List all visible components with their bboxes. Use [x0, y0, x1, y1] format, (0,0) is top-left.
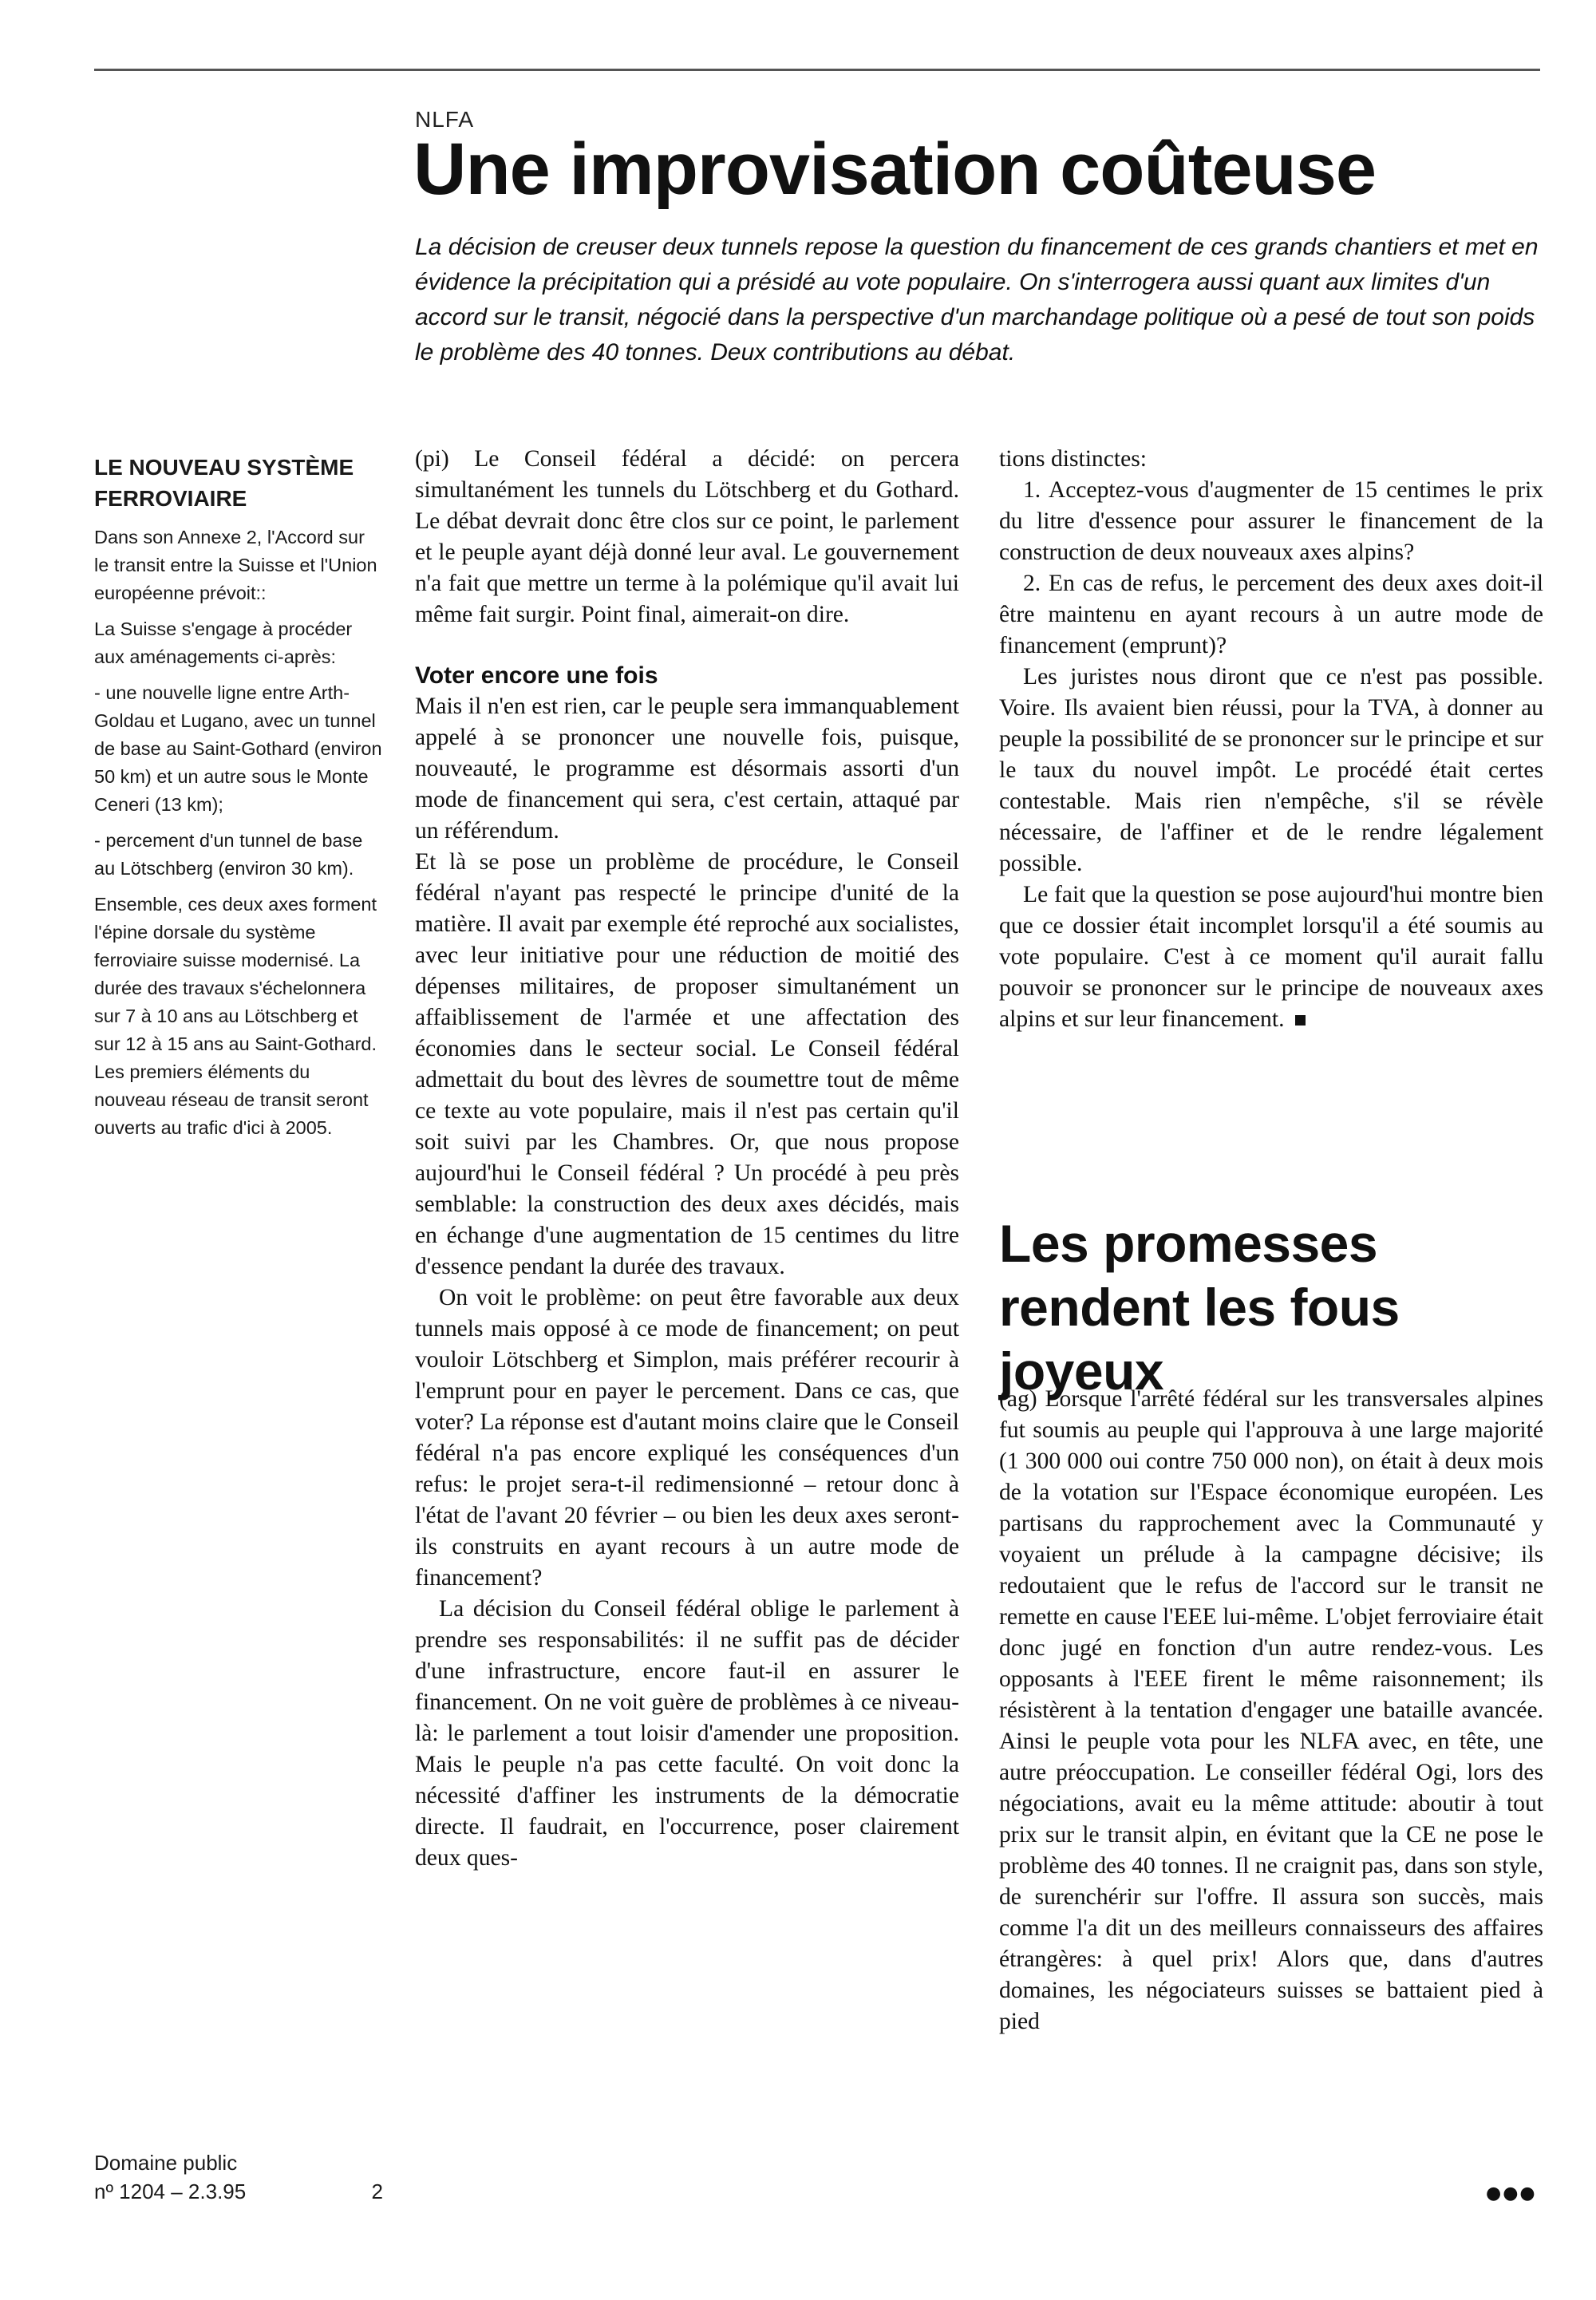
issue-info: nº 1204 – 2.3.95 [94, 2179, 247, 2203]
sidebar-paragraph: - percement d'un tunnel de base au Lötschberg (environ 30 km). [94, 830, 363, 879]
article-paragraph [999, 879, 1543, 1035]
article-paragraph: Mais il n'en est rien, car le peuple sera immanquablement appelé à se prononcer une nouvelle fois, puisque, nouveauté, le programme est désormais assorti d'un mode de financement qui sera, c'est certain, attaqué par un référendum. [415, 694, 959, 844]
end-of-article-square [1295, 1015, 1306, 1026]
lead-paragraph: La décision de creuser deux tunnels repose la question du financement de ces grands chantiers et met en évidence la précipitation qui a présidé au vote populaire. On s'interrogera aussi quant aux limites d'un accord sur le transit, négocié dans la perspective d'un marchandage politique où a pesé de tout son poids le problème des 40 tonnes. Deux contributions au débat. [415, 234, 1539, 366]
article-paragraph: On voit le problème: on peut être favorable aux deux tunnels mais opposé à ce mode de financement; on peut vouloir Lötschberg et Simplon, mais préférer recourir à l'emprunt pour en payer le percement. Dans ce cas, que voter? La réponse est d'autant moins claire que le Conseil fédéral n'a pas encore expliqué les conséquences d'un refus: le projet sera-t-il redimensionné – retour donc à l'état de l'avant 20 février – ou bien les deux axes seront-ils construits en ayant recours à un autre mode de financement? [415, 1285, 959, 1591]
article-paragraph: (pi) Le Conseil fédéral a décidé: on percera simultanément les tunnels du Lötschberg et du Gothard. Le débat devrait donc être clos sur ce point, le parlement et le peuple ayant déjà donné leur aval. Le gouvernement n'a fait que mettre un terme à la polémique qu'il avait lui même fait surgir. Point final, aimerait-on dire. [415, 446, 959, 627]
sidebar-box [94, 452, 383, 1150]
top-rule [94, 69, 1540, 71]
section-kicker: NLFA [415, 107, 475, 132]
sidebar-paragraph: La Suisse s'engage à procéder aux aménagements ci-après: [94, 618, 353, 667]
article-subhead: Voter encore une fois [415, 662, 658, 689]
article-paragraph: Les juristes nous diront que ce n'est pas possible. Voire. Ils avaient bien réussi, pour la TVA, à donner au peuple la possibilité de se prononcer sur le principe et sur le taux du nouvel impôt. Le procédé était certes contestable. Mais rien n'empêche, s'il se révèle nécessaire, de l'affiner et de le rendre légalement possible. [999, 664, 1543, 876]
publication-name: Domaine public [94, 2151, 238, 2175]
article-paragraph: (ag) Lorsque l'arrêté fédéral sur les transversales alpines fut soumis au peuple qui l'approuva à une large majorité (1 300 000 oui contre 750 000 non), on était à deux mois de la votation sur l'Espace économique européen. Les partisans du rapprochement avec la Communauté y voyaient un prélude à la campagne décisive; ils redoutaient que le refus de l'accord sur le transit ne remette en cause l'EEE lui-même. L'objet ferroviaire était donc jugé en fonction d'un autre rendez-vous. Les opposants à l'EEE firent le même raisonnement; ils résistèrent à la tentation d'engager une bataille avancée. Ainsi le peuple vota pour les NLFA avec, en tête, une autre préoccupation. Le conseiller fédéral Ogi, lors des négociations, avait eu la même attitude: aboutir à tout prix sur le transit alpin, en évitant que la CE ne pose le problème des 40 tonnes. Il ne craignit pas, dans son style, de surenchérir sur l'offre. Il assura son succès, mais comme l'a dit un des meilleurs connaisseurs des affaires étrangères: à quel prix! Alors que, dans d'autres domaines, les négociateurs suisses se battaient pied à pied [999, 1386, 1543, 2034]
page-footer [94, 2148, 383, 2206]
second-article-headline: Les promesses rendent les fous joyeux [999, 1214, 1400, 1401]
article-paragraph-text: Le fait que la question se pose aujourd'hui montre bien que ce dossier était incomplet lorsqu'il a été soumis au vote populaire. C'est à ce moment qu'il aurait fallu pouvoir se prononcer sur le principe de nouveaux axes alpins et sur leur financement. [999, 882, 1543, 1032]
sidebar-paragraph: Dans son Annexe 2, l'Accord sur le transit entre la Suisse et l'Union européenne prévoit:: [94, 527, 377, 603]
article-paragraph: 1. Acceptez-vous d'augmenter de 15 centimes le prix du litre d'essence pour assurer le financement de la construction de deux nouveaux axes alpins? [999, 477, 1543, 565]
sidebar-title: LE NOUVEAU SYSTÈME FERROVIAIRE [94, 455, 354, 511]
article1-column-2 [999, 444, 1543, 1035]
continued-marker: ●●● [1486, 2183, 1537, 2203]
page-number: 2 [371, 2179, 383, 2203]
article2-column [999, 1384, 1543, 2037]
article-paragraph: 2. En cas de refus, le percement des deux axes doit-il être maintenu en ayant recours à un autre mode de financement (emprunt)? [999, 571, 1543, 658]
article-paragraph: tions distinctes: [999, 446, 1147, 472]
article1-column-1 [415, 444, 959, 1874]
page-headline: Une improvisation coûteuse [413, 128, 1377, 210]
article-paragraph: Et là se pose un problème de procédure, le Conseil fédéral n'ayant pas respecté le principe d'unité de la matière. Il avait par exemple été reproché aux socialistes, avec leur initiative pour une réduction de moitié des dépenses militaires, de proposer simultanément un affaiblissement de l'armée et une affectation des économies dans le secteur social. Le Conseil fédéral admettait du bout des lèvres de soumettre tout de même ce texte au vote populaire, mais il n'est pas certain qu'il soit suivi par les Chambres. Or, que nous propose aujourd'hui le Conseil fédéral ? Un procédé à peu près semblable: la construction des deux axes décidés, mais en échange d'une augmentation de 15 centimes du litre d'essence pendant la durée des travaux. [415, 849, 959, 1279]
article-paragraph: La décision du Conseil fédéral oblige le parlement à prendre ses responsabilités: il ne suffit pas de décider d'une infrastructure, encore faut-il en assurer le financement. On ne voit guère de problèmes à ce niveau-là: le parlement a tout loisir d'amender une proposition. Mais le peuple n'a pas cette faculté. On voit donc la nécessité d'affiner les instruments de la démocratie directe. Il faudrait, en l'occurrence, poser clairement deux ques- [415, 1596, 959, 1871]
sidebar-paragraph: Ensemble, ces deux axes forment l'épine dorsale du système ferroviaire suisse modernisé. La durée des travaux s'échelonnera sur 7 à 10 ans au Lötschberg et sur 12 à 15 ans au Saint-Gothard. Les premiers éléments du nouveau réseau de transit seront ouverts au trafic d'ici à 2005. [94, 894, 377, 1138]
sidebar-paragraph: - une nouvelle ligne entre Arth-Goldau et Lugano, avec un tunnel de base au Saint-Gothard (environ 50 km) et un autre sous le Monte Ceneri (13 km); [94, 682, 382, 815]
